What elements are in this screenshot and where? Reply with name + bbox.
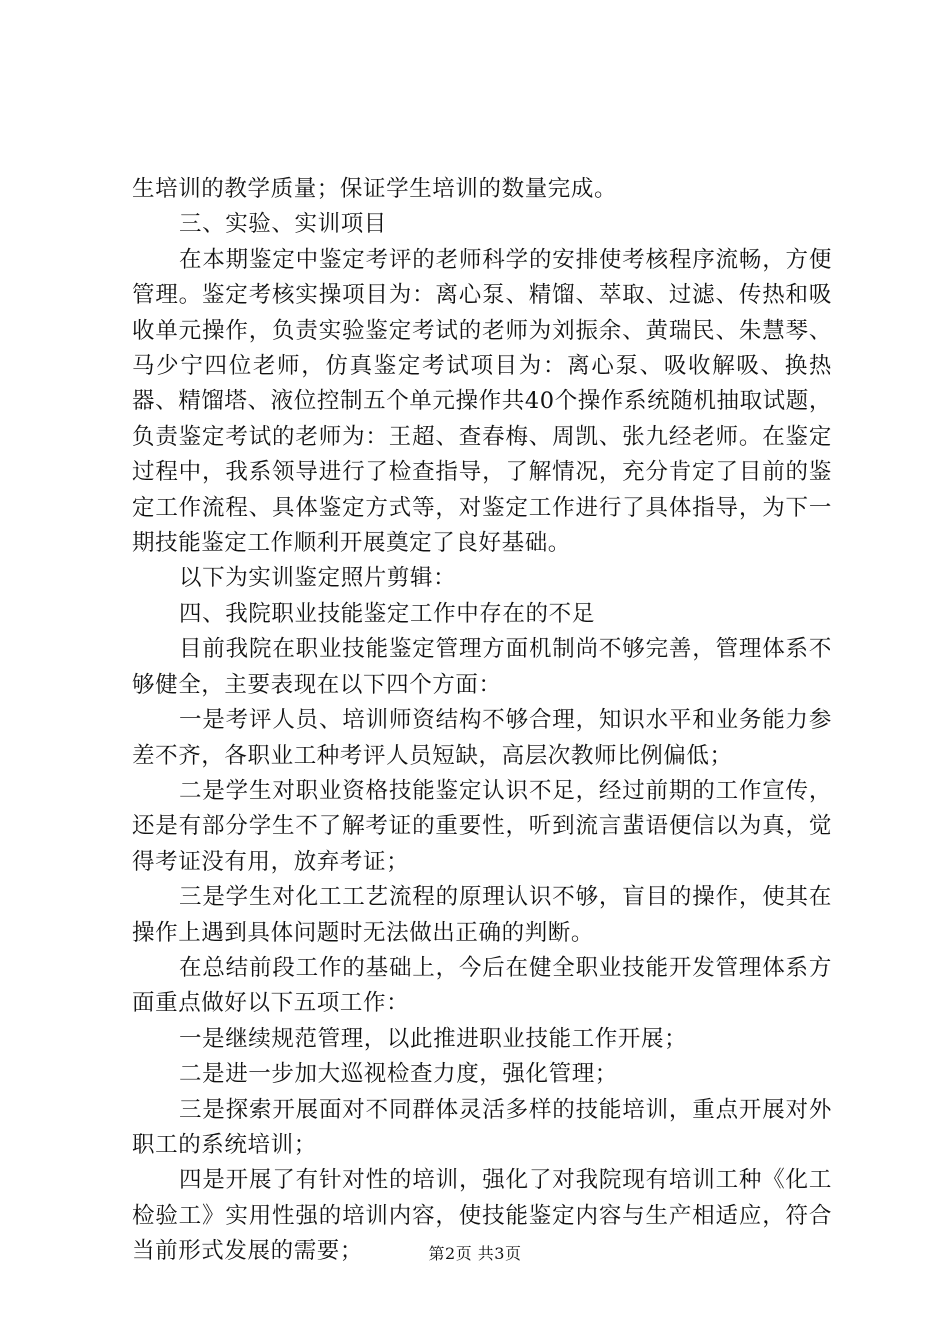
paragraph-future-work-intro: 在总结前段工作的基础上，今后在健全职业技能开发管理体系方面重点做好以下五项工作： — [132, 954, 832, 1017]
paragraph-future-work-4: 四是开展了有针对性的培训，强化了对我院现有培训工种《化工检验工》实用性强的培训内容，使技能鉴定内容与生产相适应，符合当前形式发展的需要； — [132, 1167, 832, 1265]
paragraph-assessment-details: 在本期鉴定中鉴定考评的老师科学的安排使考核程序流畅，方便管理。鉴定考核实操项目为：离心泵、精馏、萃取、过滤、传热和吸收单元操作，负责实验鉴定考试的老师为刘振余、黄瑞民、朱慧琴、马少宁四位老师，仿真鉴定考试项目为：离心泵、吸收解吸、换热器、精馏塔、液位控制五个单元操作共40个操作系统随机抽取试题，负责鉴定考试的老师为：王超、查春梅、周凯、张九经老师。在鉴定过程中，我系领导进行了检查指导，了解情况，充分肯定了目前的鉴定工作流程、具体鉴定方式等，对鉴定工作进行了具体指导，为下一期技能鉴定工作顺利开展奠定了良好基础。 — [132, 246, 832, 557]
page-footer: 第2页 共3页 — [428, 1244, 522, 1263]
paragraph-future-work-1: 一是继续规范管理，以此推进职业技能工作开展； — [179, 1025, 688, 1052]
paragraph-future-work-3: 三是探索开展面对不同群体灵活多样的技能培训，重点开展对外职工的系统培训； — [132, 1096, 832, 1158]
document-body — [132, 172, 832, 1270]
paragraph-shortcoming-3: 三是学生对化工工艺流程的原理认识不够，盲目的操作，使其在操作上遇到具体问题时无法做出正确的判断。 — [132, 884, 832, 946]
paragraph-shortcoming-1: 一是考评人员、培训师资结构不够合理，知识水平和业务能力参差不齐，各职业工种考评人员短缺，高层次教师比例偏低； — [132, 707, 832, 769]
paragraph-continuation: 生培训的教学质量；保证学生培训的数量完成。 — [132, 176, 618, 202]
paragraph-shortcomings-intro: 目前我院在职业技能鉴定管理方面机制尚不够完善，管理体系不够健全，主要表现在以下四个方面： — [132, 636, 832, 698]
section-heading-training-items: 三、实验、实训项目 — [179, 211, 387, 238]
paragraph-photo-caption: 以下为实训鉴定照片剪辑： — [179, 565, 457, 592]
section-heading-shortcomings: 四、我院职业技能鉴定工作中存在的不足 — [179, 600, 595, 627]
paragraph-future-work-2: 二是进一步加大巡视检查力度，强化管理； — [179, 1061, 618, 1088]
paragraph-shortcoming-2: 二是学生对职业资格技能鉴定认识不足，经过前期的工作宣传，还是有部分学生不了解考证的重要性，听到流言蜚语便信以为真，觉得考证没有用，放弃考证； — [132, 777, 832, 875]
